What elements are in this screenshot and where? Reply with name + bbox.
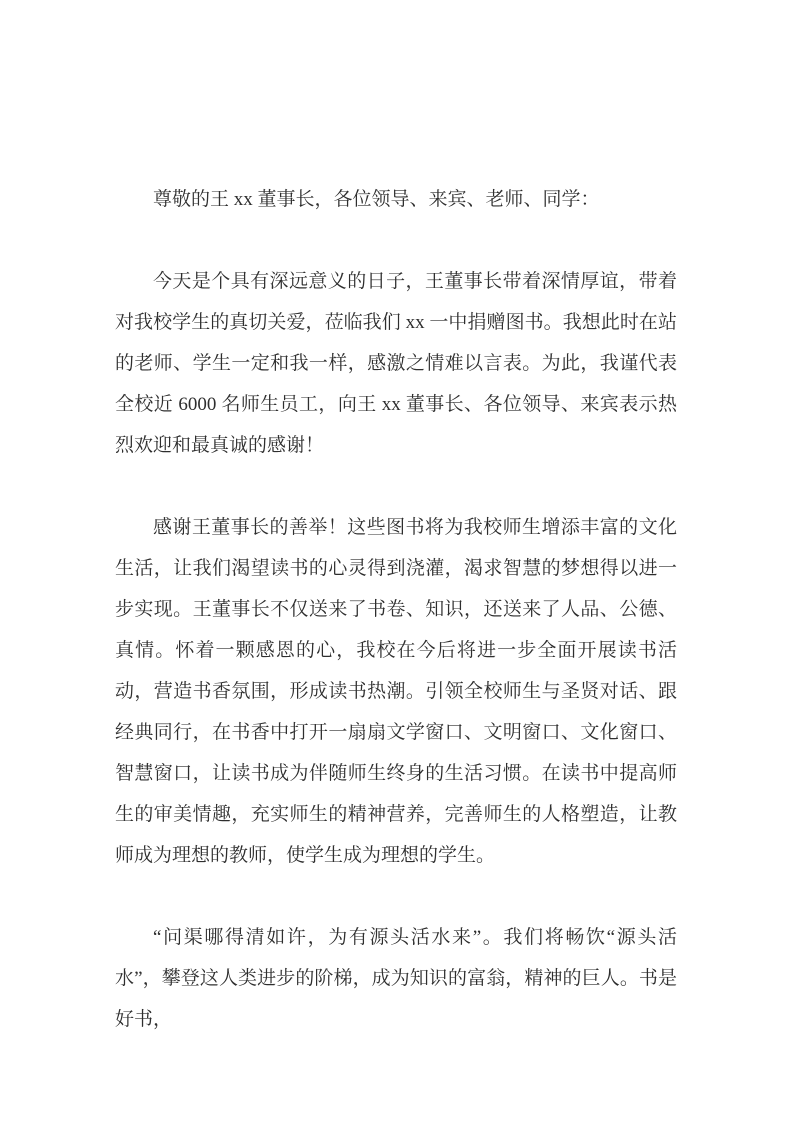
- salutation-line: 尊敬的王 xx 董事长，各位领导、来宾、老师、同学：: [153, 189, 600, 210]
- paragraph-welcome: 今天是个具有深远意义的日子，王董事长带着深情厚谊，带着对我校学生的真切关爱，莅临我们 xx 一中捐赠图书。我想此时在站的老师、学生一定和我一样，感激之情难以言表。为此，我谨代表全校近 6000 名师生员工，向王 xx 董事长、各位领导、来宾表示热烈欢迎和最真诚的感谢！: [115, 271, 677, 456]
- paragraph-quote: “问渠哪得清如许，为有源头活水来”。我们将畅饮“源头活水”，攀登这人类进步的阶梯，成为知识的富翁，精神的巨人。书是好书，: [115, 927, 677, 1030]
- paragraph-gratitude: 感谢王董事长的善举！这些图书将为我校师生增添丰富的文化生活，让我们渴望读书的心灵得到浇灌，渴求智慧的梦想得以进一步实现。王董事长不仅送来了书卷、知识，还送来了人品、公德、真情。怀着一颗感恩的心，我校在今后将进一步全面开展读书活动，营造书香氛围，形成读书热潮。引领全校师生与圣贤对话、跟经典同行，在书香中打开一扇扇文学窗口、文明窗口、文化窗口、智慧窗口，让读书成为伴随师生终身的生活习惯。在读书中提高师生的审美情趣，充实师生的精神营养，完善师生的人格塑造，让教师成为理想的教师，使学生成为理想的学生。: [115, 517, 677, 866]
